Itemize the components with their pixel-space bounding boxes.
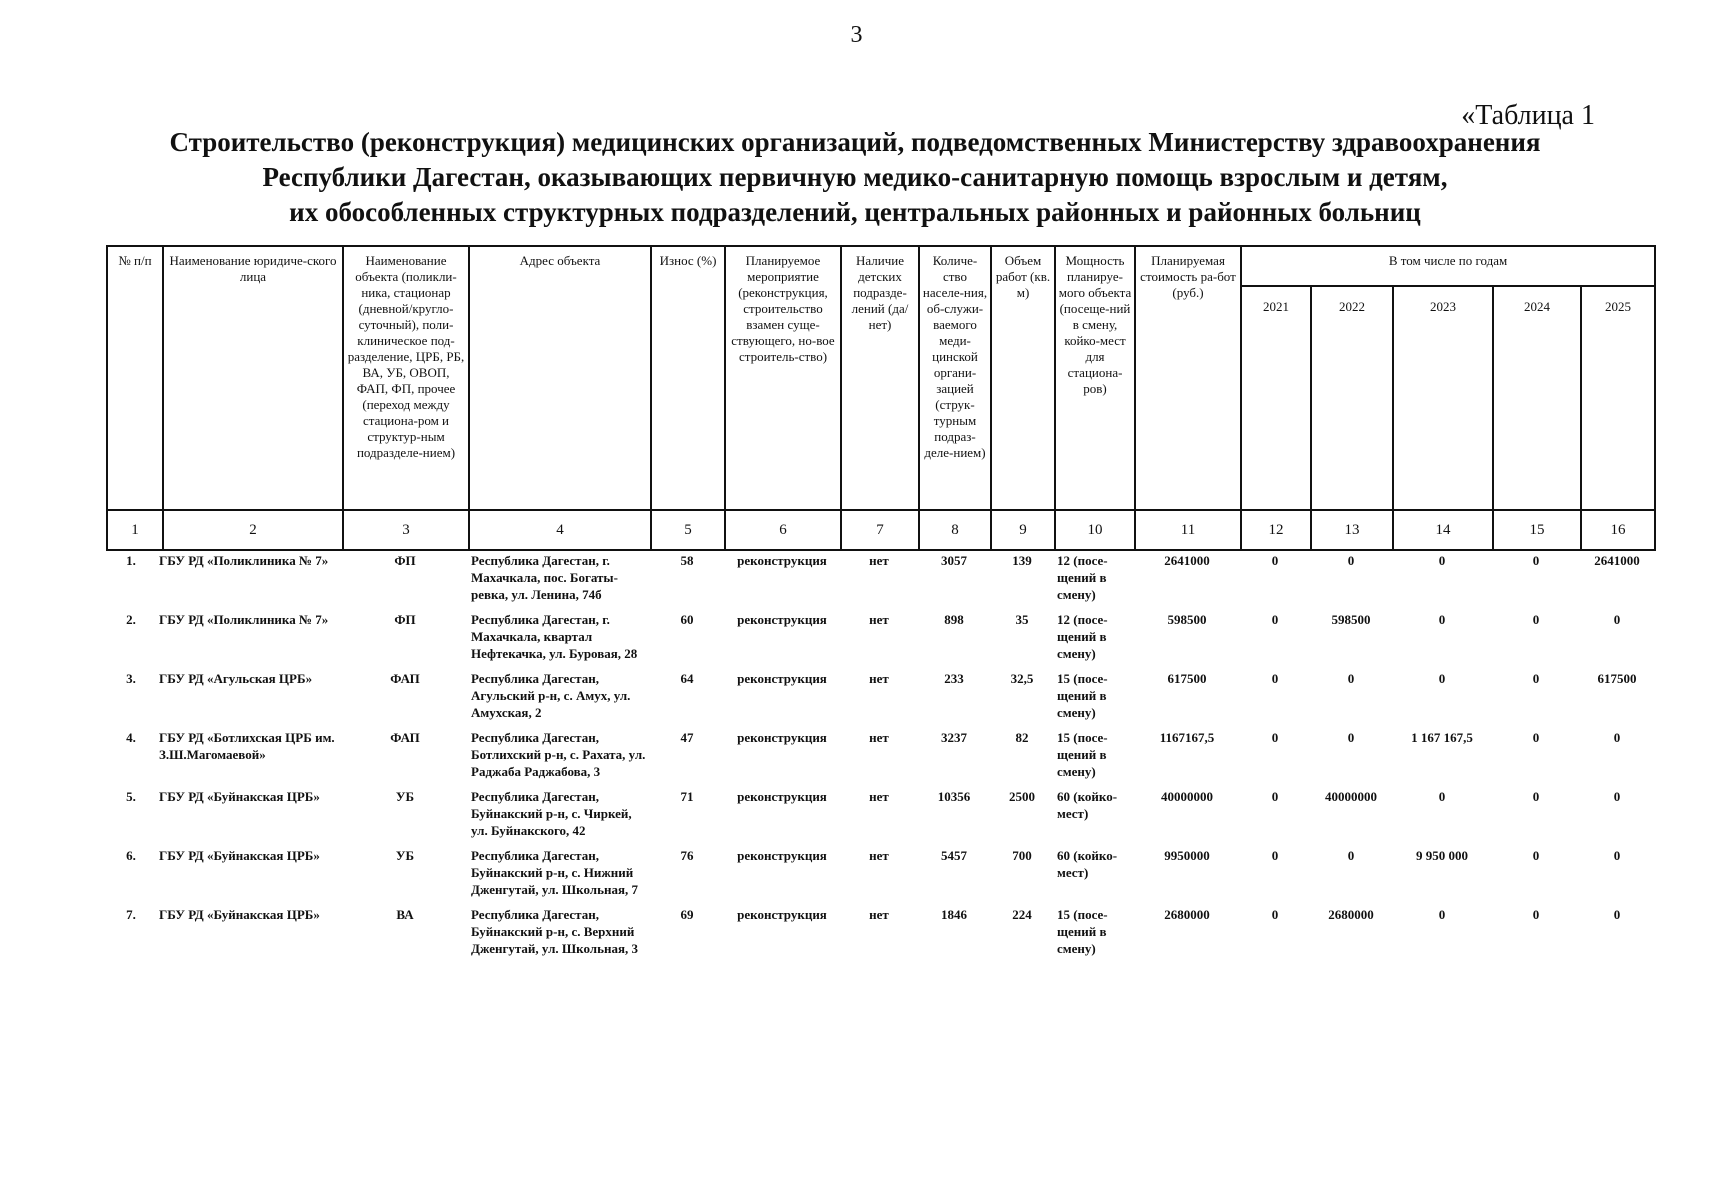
cost-2024: 0 xyxy=(1532,671,1540,686)
cost-2025: 617500 xyxy=(1597,671,1637,686)
header-year-2024: 2024 xyxy=(1493,286,1581,510)
organization-name: ГБУ РД «Агульская ЦРБ» xyxy=(159,671,313,686)
planned-capacity: 15 (посе-щений в смену) xyxy=(1057,671,1108,720)
row-number: 5. xyxy=(126,789,136,804)
cost-2021: 0 xyxy=(1271,789,1279,804)
work-area: 224 xyxy=(1012,907,1032,922)
column-number: 9 xyxy=(991,510,1055,550)
header-cell-11: Планируемая стоимость ра-бот (руб.) xyxy=(1135,246,1241,510)
cost-2024: 0 xyxy=(1532,848,1540,863)
wear-percent: 60 xyxy=(680,612,694,627)
column-number: 3 xyxy=(343,510,469,550)
planned-capacity: 12 (посе-щений в смену) xyxy=(1057,553,1108,602)
title-line-2: Республики Дагестан, оказывающих первичную медико-санитарную помощь взрослым и детям, xyxy=(262,162,1448,192)
planned-capacity: 60 (койко-мест) xyxy=(1057,789,1118,821)
header-cell-4: Адрес объекта xyxy=(469,246,651,510)
organization-name: ГБУ РД «Буйнакская ЦРБ» xyxy=(159,789,320,804)
object-address: Республика Дагестан, Агульский р-н, с. Амух, ул. Амухская, 2 xyxy=(471,671,631,720)
cost-2021: 0 xyxy=(1271,907,1279,922)
header-cell-6: Планируемое мероприятие (реконструкция, строительство взамен суще-ствующего, но-вое строитель-ство) xyxy=(725,246,841,510)
children-units: нет xyxy=(869,553,889,568)
cost-2025: 0 xyxy=(1613,612,1621,627)
object-type: ВА xyxy=(396,907,414,922)
wear-percent: 64 xyxy=(680,671,694,686)
table-row xyxy=(106,552,1654,611)
column-number: 7 xyxy=(841,510,919,550)
population-served: 1846 xyxy=(941,907,967,922)
cost-2025: 0 xyxy=(1613,907,1621,922)
cost-2025: 0 xyxy=(1613,848,1621,863)
table-row xyxy=(106,906,1654,965)
cost-2022: 0 xyxy=(1347,671,1355,686)
organization-name: ГБУ РД «Буйнакская ЦРБ» xyxy=(159,848,320,863)
column-number: 6 xyxy=(725,510,841,550)
column-number: 5 xyxy=(651,510,725,550)
population-served: 898 xyxy=(944,612,964,627)
table-body xyxy=(106,552,1654,965)
cost-2021: 0 xyxy=(1271,848,1279,863)
wear-percent: 69 xyxy=(680,907,694,922)
cost-2023: 0 xyxy=(1438,671,1446,686)
row-number: 1. xyxy=(126,553,136,568)
children-units: нет xyxy=(869,671,889,686)
object-address: Республика Дагестан, Буйнакский р-н, с. Верхний Дженгутай, ул. Школьная, 3 xyxy=(471,907,638,956)
planned-cost: 40000000 xyxy=(1161,789,1213,804)
planned-capacity: 15 (посе-щений в смену) xyxy=(1057,730,1108,779)
header-year-2023: 2023 xyxy=(1393,286,1493,510)
children-units: нет xyxy=(869,907,889,922)
wear-percent: 47 xyxy=(680,730,694,745)
work-area: 700 xyxy=(1012,848,1032,863)
object-address: Республика Дагестан, г. Махачкала, пос. Богаты-ревка, ул. Ленина, 74б xyxy=(471,553,618,602)
column-number: 15 xyxy=(1493,510,1581,550)
cost-2022: 0 xyxy=(1347,553,1355,568)
cost-2024: 0 xyxy=(1532,612,1540,627)
header-year-2022: 2022 xyxy=(1311,286,1393,510)
cost-2022: 0 xyxy=(1347,730,1355,745)
object-type: УБ xyxy=(395,848,415,863)
row-number: 3. xyxy=(126,671,136,686)
header-year-2025: 2025 xyxy=(1581,286,1655,510)
population-served: 3057 xyxy=(941,553,967,568)
column-number: 1 xyxy=(107,510,163,550)
cost-2022: 0 xyxy=(1347,848,1355,863)
children-units: нет xyxy=(869,612,889,627)
header-years-group: В том числе по годам xyxy=(1241,246,1655,286)
table-header xyxy=(106,245,1656,551)
population-served: 10356 xyxy=(937,789,971,804)
object-type: ФП xyxy=(394,612,416,627)
table-row xyxy=(106,670,1654,729)
planned-action: реконструкция xyxy=(737,553,827,568)
page-number: 3 xyxy=(850,22,863,48)
planned-action: реконструкция xyxy=(737,730,827,745)
object-address: Республика Дагестан, Ботлихский р-н, с. Рахата, ул. Раджаба Раджабова, 3 xyxy=(471,730,646,779)
cost-2023: 9 950 000 xyxy=(1416,848,1468,863)
header-cell-5: Износ (%) xyxy=(651,246,725,510)
header-cell-9: Объем работ (кв. м) xyxy=(991,246,1055,510)
table-label: «Таблица 1 xyxy=(1461,100,1595,131)
object-type: ФАП xyxy=(390,671,420,686)
cost-2023: 0 xyxy=(1438,907,1446,922)
cost-2023: 0 xyxy=(1438,553,1446,568)
population-served: 3237 xyxy=(941,730,967,745)
work-area: 2500 xyxy=(1009,789,1035,804)
row-number: 4. xyxy=(126,730,136,745)
cost-2024: 0 xyxy=(1532,789,1540,804)
object-type: УБ xyxy=(395,789,415,804)
object-type: ФП xyxy=(394,553,416,568)
cost-2021: 0 xyxy=(1271,553,1279,568)
organization-name: ГБУ РД «Ботлихская ЦРБ им. З.Ш.Магомаевой» xyxy=(159,730,335,762)
cost-2025: 0 xyxy=(1613,730,1621,745)
column-number: 10 xyxy=(1055,510,1135,550)
cost-2024: 0 xyxy=(1532,907,1540,922)
column-number: 8 xyxy=(919,510,991,550)
planned-action: реконструкция xyxy=(737,671,827,686)
column-number: 12 xyxy=(1241,510,1311,550)
wear-percent: 76 xyxy=(680,848,694,863)
header-cell-1: № п/п xyxy=(107,246,163,510)
work-area: 82 xyxy=(1015,730,1029,745)
column-number: 14 xyxy=(1393,510,1493,550)
planned-cost: 2680000 xyxy=(1164,907,1210,922)
planned-capacity: 15 (посе-щений в смену) xyxy=(1057,907,1108,956)
cost-2022: 2680000 xyxy=(1328,907,1374,922)
title-line-1: Строительство (реконструкция) медицинских организаций, подведомственных Министерству здравоохранения xyxy=(169,127,1541,157)
work-area: 32,5 xyxy=(1010,671,1034,686)
cost-2024: 0 xyxy=(1532,730,1540,745)
header-year-2021: 2021 xyxy=(1241,286,1311,510)
children-units: нет xyxy=(869,848,889,863)
cost-2023: 0 xyxy=(1438,789,1446,804)
planned-cost: 598500 xyxy=(1167,612,1207,627)
row-number: 6. xyxy=(126,848,136,863)
cost-2021: 0 xyxy=(1271,612,1279,627)
column-numbers-row xyxy=(107,510,1655,550)
cost-2025: 2641000 xyxy=(1594,553,1640,568)
title-line-3: их обособленных структурных подразделений, центральных районных и районных больниц xyxy=(289,197,1421,227)
cost-2022: 598500 xyxy=(1331,612,1371,627)
object-type: ФАП xyxy=(390,730,420,745)
planned-action: реконструкция xyxy=(737,848,827,863)
planned-action: реконструкция xyxy=(737,789,827,804)
cost-2023: 1 167 167,5 xyxy=(1411,730,1473,745)
planned-cost: 2641000 xyxy=(1164,553,1210,568)
cost-2022: 40000000 xyxy=(1325,789,1377,804)
planned-cost: 9950000 xyxy=(1164,848,1210,863)
row-number: 2. xyxy=(126,612,136,627)
cost-2025: 0 xyxy=(1613,789,1621,804)
column-number: 2 xyxy=(163,510,343,550)
organization-name: ГБУ РД «Буйнакская ЦРБ» xyxy=(159,907,320,922)
planned-cost: 617500 xyxy=(1167,671,1207,686)
header-cell-3: Наименование объекта (поликли-ника, стационар (дневной/кругло-суточный), поли-клиническое под-разделение, ЦРБ, РБ, ВА, УБ, ОВОП, ФАП, ФП, прочее (переход между стациона-ром и структур-ным подразделе-нием) xyxy=(343,246,469,510)
children-units: нет xyxy=(869,730,889,745)
organization-name: ГБУ РД «Поликлиника № 7» xyxy=(159,553,329,568)
table-row xyxy=(106,611,1654,670)
planned-cost: 1167167,5 xyxy=(1159,730,1215,745)
column-number: 16 xyxy=(1581,510,1655,550)
header-cell-10: Мощность планируе-мого объекта (посеще-ний в смену, койко-мест для стациона-ров) xyxy=(1055,246,1135,510)
work-area: 139 xyxy=(1012,553,1032,568)
cost-2023: 0 xyxy=(1438,612,1446,627)
table-row xyxy=(106,788,1654,847)
table-row xyxy=(106,847,1654,906)
table-row xyxy=(106,729,1654,788)
document-title xyxy=(90,125,1620,230)
planned-capacity: 60 (койко-мест) xyxy=(1057,848,1118,880)
object-address: Республика Дагестан, г. Махачкала, квартал Нефтекачка, ул. Буровая, 28 xyxy=(471,612,638,661)
object-address: Республика Дагестан, Буйнакский р-н, с. Чиркей, ул. Буйнакского, 42 xyxy=(471,789,632,838)
column-number: 13 xyxy=(1311,510,1393,550)
header-cell-8: Количе-ство населе-ния, об-служи-ваемого меди-цинской органи-зацией (струк-турным подраз-деле-нием) xyxy=(919,246,991,510)
wear-percent: 71 xyxy=(680,789,694,804)
header-cell-2: Наименование юридиче-ского лица xyxy=(163,246,343,510)
column-number: 4 xyxy=(469,510,651,550)
work-area: 35 xyxy=(1015,612,1029,627)
cost-2021: 0 xyxy=(1271,730,1279,745)
population-served: 233 xyxy=(944,671,964,686)
organization-name: ГБУ РД «Поликлиника № 7» xyxy=(159,612,329,627)
row-number: 7. xyxy=(126,907,136,922)
children-units: нет xyxy=(869,789,889,804)
header-cell-7: Наличие детских подразде-лений (да/нет) xyxy=(841,246,919,510)
object-address: Республика Дагестан, Буйнакский р-н, с. Нижний Дженгутай, ул. Школьная, 7 xyxy=(471,848,638,897)
planned-action: реконструкция xyxy=(737,907,827,922)
population-served: 5457 xyxy=(941,848,967,863)
column-number: 11 xyxy=(1135,510,1241,550)
planned-action: реконструкция xyxy=(737,612,827,627)
wear-percent: 58 xyxy=(680,553,694,568)
planned-capacity: 12 (посе-щений в смену) xyxy=(1057,612,1108,661)
cost-2024: 0 xyxy=(1532,553,1540,568)
cost-2021: 0 xyxy=(1271,671,1279,686)
